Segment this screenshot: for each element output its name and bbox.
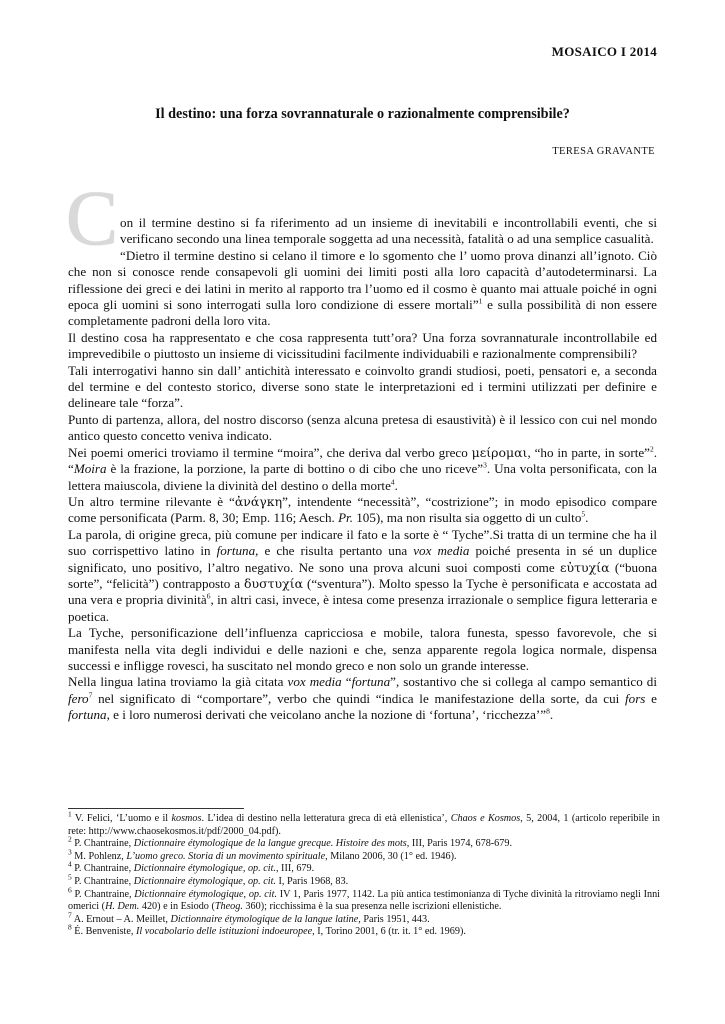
footnotes bbox=[68, 809, 661, 939]
footnote-1: $^1$ V. Felici, ‘L’uomo e il kosmos. L’idea di destino nella letteratura greca di età ellenistica’, Chaos e Kosmos, 5, 2004, 1 (articolo reperibile in rete: http://www.chaosekosmos.it/pdf/2000_04.pdf). bbox=[68, 809, 660, 837]
article-author: TERESA GRAVANTE bbox=[552, 146, 655, 157]
greek-word: ἀνάγκη bbox=[234, 493, 283, 509]
footnote-ref-4[interactable]: 4 bbox=[390, 477, 395, 487]
footnote-ref-2[interactable]: 2 bbox=[649, 444, 654, 454]
footnote-divider bbox=[68, 808, 244, 809]
footnote-4: $^4$ P. Chantraine, Dictionnaire étymologique, op. cit., III, 679. bbox=[68, 859, 315, 875]
footnote-ref-7[interactable]: 7 bbox=[88, 690, 93, 700]
paragraph-6: Nei poemi omerici troviamo il termine “moira”, che deriva dal verbo greco μείρομαι, “ho in parte, in sorte”$^2$. “Moira è la frazione, la porzione, la parte di bottino o di cibo che uno riceve”$^3$. Una volta personificata, con la lettera maiuscola, diviene la divinità del destino o della morte$^4$. bbox=[68, 444, 658, 493]
paragraph-2: “Dietro il termine destino si celano il timore e lo sgomento che l’ uomo prova dinanzi all’ignoto. Ciò che non si conosce rende consapevoli gli uomini dei limiti posti alla loro capacità d’autodeterminarsi. La riflessione dei greci e dei latini in merito al rapporto tra l’uomo ed il cosmo è quanto mai attuale poiché in ogni epoca gli uomini si sono interrogati sulla loro condizione di essere mortali”$^1$ e sulla possibilità di non essere completamente padroni della loro vita. bbox=[68, 247, 657, 329]
journal-header: MOSAICO I 2014 bbox=[551, 44, 657, 59]
article-title: Il destino: una forza sovrannaturale o razionalmente comprensibile? bbox=[155, 106, 570, 122]
footnote-ref-1[interactable]: 1 bbox=[478, 296, 483, 306]
paragraph-10: Nella lingua latina troviamo la già citata vox media “fortuna”, sostantivo che si collega al campo semantico di fero$^7$ nel significato di “comportare”, verbo che quindi “indica le manifestazione della sorte, da cui fors e fortuna, e i loro numerosi derivati che veicolano anche la nozione di ‘fortuna’, ‘ricchezza’”$^8$. bbox=[68, 674, 657, 723]
footnote-5: $^5$ P. Chantraine, Dictionnaire étymologique, op. cit. I, Paris 1968, 83. bbox=[68, 872, 349, 887]
footnote-ref-5[interactable]: 5 bbox=[581, 509, 586, 519]
greek-word: μείρομαι bbox=[471, 444, 528, 460]
paragraph-1: on il termine destino si fa riferimento ad un insieme di inevitabili e incontrollabili eventi, che si verificano secondo una linea temporale soggetta ad una necessità, fatalità o ad una semplice casualità. bbox=[120, 215, 657, 247]
greek-word: εὐτυχία bbox=[560, 559, 610, 575]
footnote-2: $^2$ P. Chantraine, Dictionnaire étymologique de la langue grecque. Histoire des mots, III, Paris 1974, 678-679. bbox=[68, 834, 513, 850]
footnote-8: $^8$ É. Benveniste, Il vocabolario delle istituzioni indoeuropee, I, Torino 2001, 6 (tr. it. 1° ed. 1969). bbox=[68, 922, 466, 938]
paragraph-7: Un altro termine rilevante è “ἀνάγκη”, intendente “necessità”, “costrizione”; in modo episodico compare come personificata (Parm. 8, 30; Emp. 116; Aesch. Pr. 105), ma non risulta sia oggetto di un culto$^5$. bbox=[68, 493, 658, 526]
paragraph-8: La parola, di origine greca, più comune per indicare il fato e la sorte è “ Tyche”.Si tratta di un termine che ha il suo corrispettivo latino in fortuna, e che risulta pertanto una vox media poiché presenta in sé un duplice significato, uno positivo, l’altro negativo. Ne sono una prova alcuni suoi composti come εὐτυχία (“buona sorte”, “felicità”) contrapposto a δυστυχία (“sventura”). Molto spesso la Tyche è personificata e accostata ad una vera e propria divinità$^6$, in altri casi, invece, è intesa come presenza irrazionale o semplice figura letteraria e poetica. bbox=[68, 526, 658, 624]
footnote-3: $^3$ M. Pohlenz, L’uomo greco. Storia di un movimento spirituale, Milano 2006, 30 (1° ed. 1946). bbox=[68, 847, 457, 862]
drop-cap: C bbox=[66, 174, 119, 261]
paragraph-4: Tali interrogativi hanno sin dall’ antichità interessato e coinvolto grandi studiosi, poeti, pensatori e, a seconda del termine e del contesto storico, diverse sono state le interpretazioni ed i termini utilizzati per definire e delineare tale “forza”. bbox=[68, 362, 657, 411]
paragraph-3: Il destino cosa ha rappresentato e che cosa rappresenta tutt’ora? Una forza sovrannaturale incontrollabile ed imprevedibile o piuttosto un insieme di vicissitudini facilmente individuabili e razionalmente comprensibili? bbox=[68, 329, 657, 362]
footnote-6: $^6$ P. Chantraine, Dictionnaire étymologique, op. cit. IV 1, Paris 1977, 1142. La più antica testimonianza di Tyche divinità la ritroviamo negli Inni omerici (H. Dem. 420) e in Esiodo (Theog. 360); ricchissima è la sua presenza nelle iscrizioni ellenistiche. bbox=[68, 885, 661, 913]
article-body bbox=[66, 174, 658, 724]
footnote-ref-8[interactable]: 8 bbox=[546, 706, 550, 716]
greek-word: δυστυχία bbox=[243, 575, 304, 591]
footnote-ref-3[interactable]: 3 bbox=[483, 460, 487, 470]
paragraph-5: Punto di partenza, allora, del nostro discorso (senza alcuna pretesa di esaustività) è il lessico con cui nel mondo antico questo concetto veniva indicato. bbox=[68, 411, 657, 444]
paragraph-9: La Tyche, personificazione dell’influenza capricciosa e mobile, talora funesta, spesso favorevole, che si manifesta nella vita degli individui e delle nazioni e che, senza apparente regola logica normale, dispensa successi e infligge rovesci, ha suscitato nel mondo greco e non solo un grande interesse. bbox=[68, 625, 657, 673]
footnote-ref-6[interactable]: 6 bbox=[206, 591, 211, 601]
footnote-7: $^7$ A. Ernout – A. Meillet, Dictionnaire étymologique de la langue latine, Paris 1951, 443. bbox=[68, 910, 430, 925]
